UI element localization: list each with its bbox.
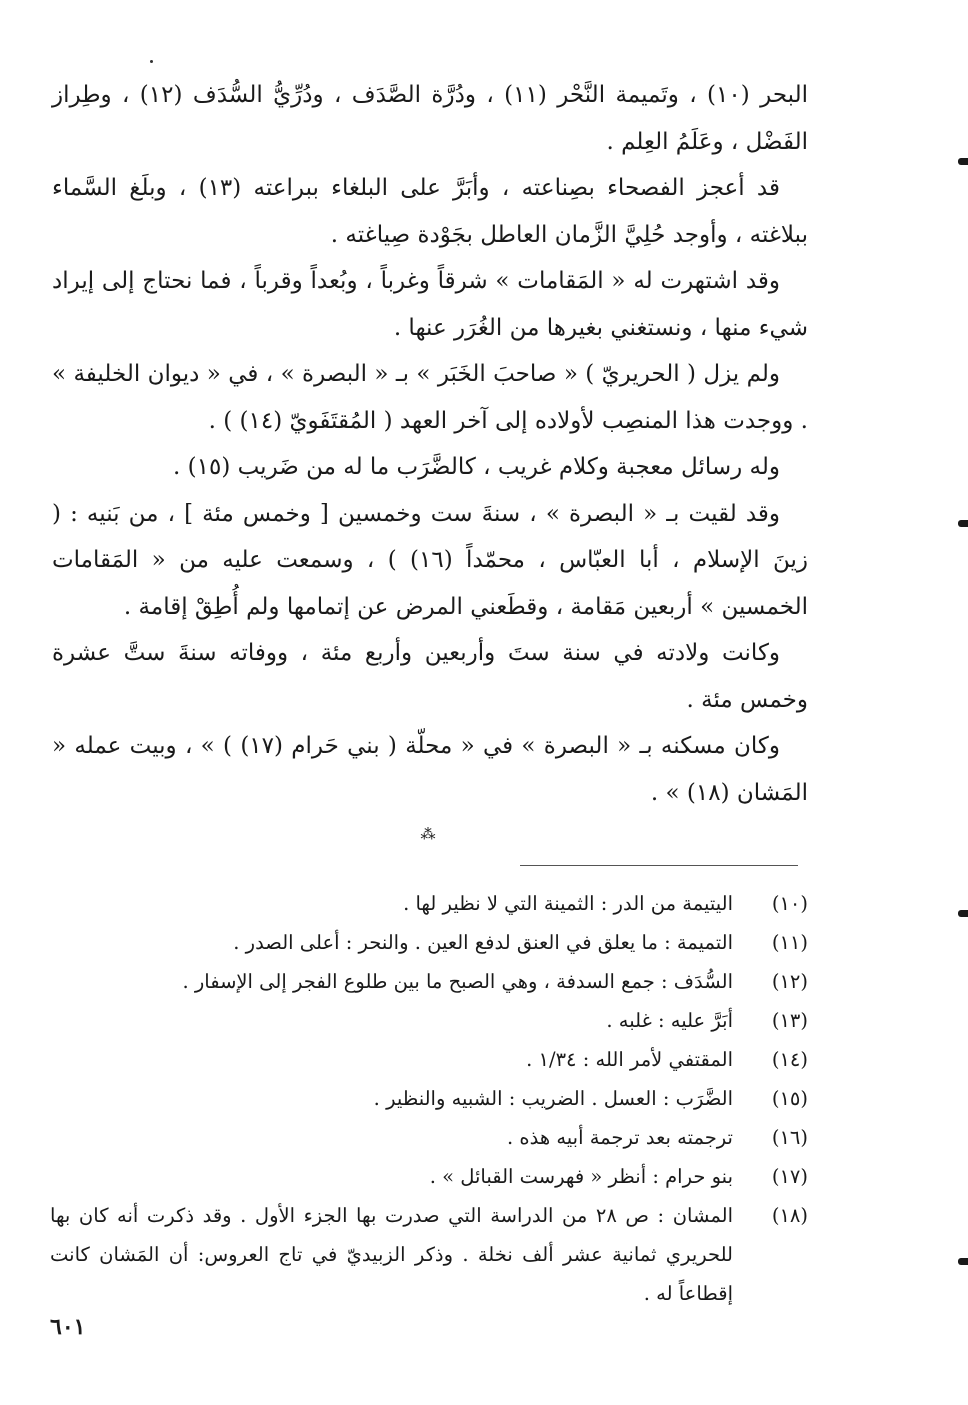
footnote-rule — [520, 865, 798, 866]
paragraph-2: قد أعجز الفصحاء بصِناعته ، وأبَرَّ على البلغاء ببراعته (١٣) ، وبلَغ السَّماء ببلاغته ، وأوجد حُلِيَّ الزَّمان العاطل بجَوْدة صِياغته . — [52, 175, 808, 248]
footnote-number: (١٨) — [771, 1204, 808, 1227]
page-number: ٦٠١ — [50, 1314, 86, 1340]
section-separator: ⁂ — [420, 825, 436, 843]
footnote-text: اليتيمة من الدر : الثمينة التي لا نظير لها . — [403, 892, 733, 915]
footnote-text: أبَرَّ عليه : غلبه . — [606, 1009, 733, 1032]
footnote-number: (١٤) — [771, 1048, 808, 1071]
footnote-number: (١٦) — [771, 1126, 808, 1149]
paragraph-6: وقد لقيت بـ « البصرة » ، سنةَ ست وخمسين [ وخمس مئة ] ، من بَنيه : ( زينَ الإسلام ، أبا العبّاس ، محمّداً (١٦) ) ، وسمعت عليه من « المَقامات الخمسين » أربعين مَقامة ، وقطَعني المرض عن إتمامها ولم أُطِقْ إقامة . — [52, 500, 809, 620]
footnote-11 — [50, 923, 808, 962]
paragraph-4: ولم يزل ( الحريريّ ) « صاحبَ الخَبَر » بـ « البصرة » ، في « ديوان الخليفة » . ووجدت هذا المنصِب لأولاده إلى آخر العهد ( المُقتَفَويّ (١٤) ) . — [52, 361, 808, 434]
scan-edge-mark — [958, 520, 968, 527]
ink-speck — [150, 60, 153, 63]
paragraph-7: وكانت ولادته في سنة ستَ وأربعين وأربع مئة ، ووفاته سنةَ ستَّ عشرة وخمس مئة . — [52, 640, 808, 713]
paragraph-5: وله رسائل معجبة وكلام غريب ، كالضَّرَب ما له من ضَريب (١٥) . — [172, 454, 780, 480]
scan-edge-mark — [958, 910, 968, 917]
footnote-13 — [50, 1001, 808, 1040]
footnote-10 — [50, 884, 808, 923]
footnote-number: (١٧) — [771, 1165, 808, 1188]
footnote-14 — [50, 1040, 808, 1079]
footnote-number: (١٥) — [771, 1087, 808, 1110]
footnote-text: المشان : ص ٢٨ من الدراسة التي صدرت بها الجزء الأول . وقد ذكرت أنه كان بها للحريري ثمانية عشر ألف نخلة . وذكر الزبيديّ في تاج العروس: أن المَشان كانت إقطاعاً له . — [50, 1204, 733, 1305]
paragraph-3: وقد اشتهرت له « المَقامات » شرقاً وغرباً ، وبُعداً وقرباً ، فما نحتاج إلى إيراد شيء منها ، ونستغني بغيرها من الغُرَر عنها . — [52, 268, 808, 341]
footnote-text: ترجمته بعد ترجمة أبيه هذه . — [506, 1126, 733, 1149]
paragraph-1: البحر (١٠) ، وتَميمة النَّحْر (١١) ، ودُرَّة الصَّدَف ، ودُرِّيُّ السُّدَف (١٢) ، وطِراز الفَضْل ، وعَلَمُ العِلم . — [52, 82, 809, 155]
footnote-number: (١٠) — [771, 892, 808, 915]
footnote-number: (١٢) — [771, 970, 808, 993]
footnote-number: (١٣) — [771, 1009, 808, 1032]
footnote-16 — [50, 1118, 808, 1157]
footnote-number: (١١) — [771, 931, 808, 954]
footnote-15 — [50, 1079, 808, 1118]
footnote-text: التميمة : ما يعلق في العنق لدفع العين . والنحر : أعلى الصدر . — [233, 931, 733, 954]
footnote-text: السُّدَف : جمع السدفة ، وهي الصبح ما بين طلوع الفجر إلى الإسفار . — [182, 970, 733, 993]
scan-edge-mark — [958, 158, 968, 165]
main-text — [52, 72, 808, 816]
footnote-text: بنو حرام : أنظر « فهرست القبائل » . — [429, 1165, 733, 1188]
footnotes — [50, 884, 808, 1313]
scan-edge-mark — [958, 1258, 968, 1265]
footnote-17 — [50, 1157, 808, 1196]
footnote-18 — [50, 1196, 808, 1313]
paragraph-8: وكان مسكنه بـ « البصرة » في « محلّة ( بني حَرام (١٧) ) » ، وبيت عمله « المَشان (١٨) » . — [52, 733, 808, 806]
footnote-text: المقتفي لأمر الله : ١/٣٤ . — [526, 1048, 733, 1071]
footnote-text: الضَّرَب : العسل . الضريب : الشبيه والنظير . — [373, 1087, 733, 1110]
footnote-12 — [50, 962, 808, 1001]
